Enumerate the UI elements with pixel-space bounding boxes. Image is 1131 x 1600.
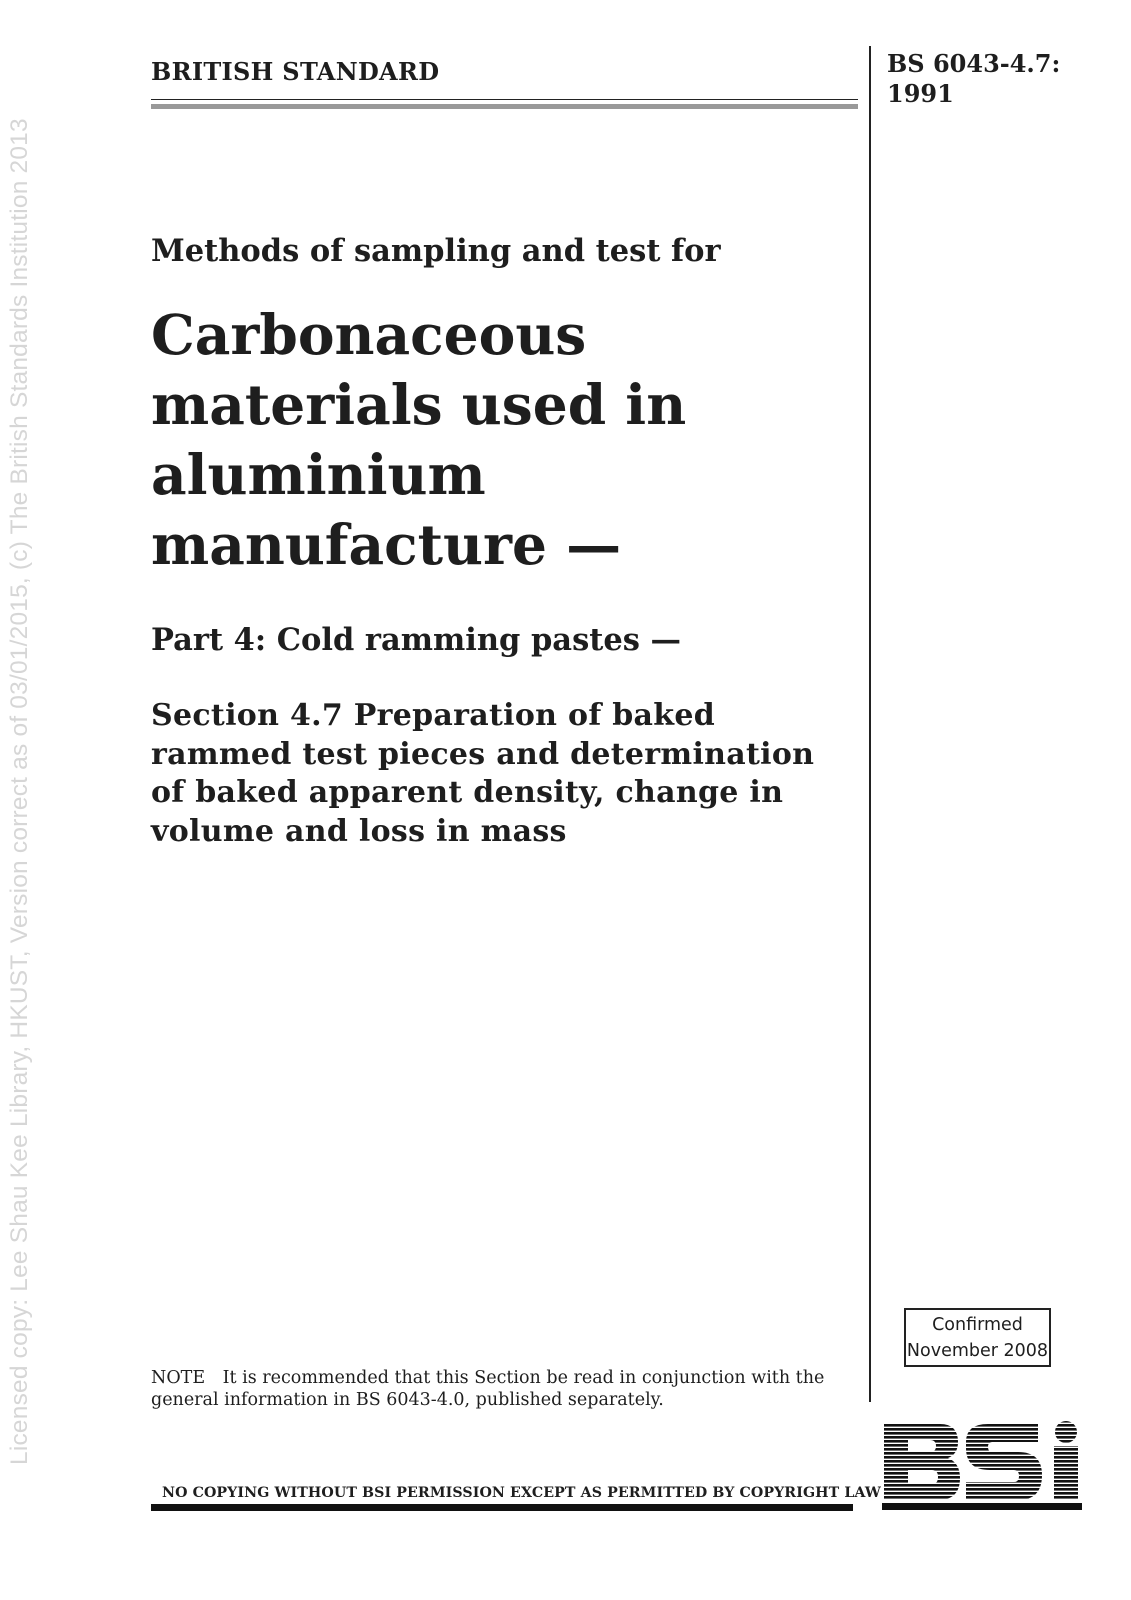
license-watermark: Licensed copy: Lee Shau Kee Library, HKUST, Version correct as of 03/01/2015, (c) The British Standards Institution 2013 [6, 118, 33, 1465]
standard-number-line: BS 6043-4.7: [887, 49, 1061, 78]
header-rule-thin [151, 99, 858, 100]
main-title-line: materials used in [151, 372, 687, 437]
note-paragraph [151, 1367, 824, 1411]
main-title-line: Carbonaceous [151, 302, 587, 367]
section-title-line: Section 4.7 Preparation of baked [151, 698, 716, 733]
main-title [151, 300, 686, 580]
publication-type-label: BRITISH STANDARD [151, 57, 440, 86]
title-intro: Methods of sampling and test for [151, 233, 721, 269]
footer-rule [151, 1504, 853, 1511]
margin-vertical-rule [869, 46, 871, 1402]
copyright-notice: NO COPYING WITHOUT BSI PERMISSION EXCEPT AS PERMITTED BY COPYRIGHT LAW [162, 1485, 881, 1501]
confirmed-label: Confirmed [932, 1315, 1023, 1335]
confirmed-stamp [904, 1308, 1051, 1367]
section-title-line: rammed test pieces and determination [151, 736, 815, 772]
bsi-logo [882, 1420, 1082, 1505]
logo-underline [882, 1503, 1082, 1510]
header-rule-thick [151, 104, 858, 109]
note-line: NOTE It is recommended that this Section be read in conjunction with the [151, 1368, 825, 1388]
standard-number [887, 49, 1060, 109]
part-title: Part 4: Cold ramming pastes — [151, 622, 682, 658]
section-title-line: volume and loss in mass [151, 813, 567, 849]
standard-year-line: 1991 [887, 79, 954, 108]
note-line: general information in BS 6043-4.0, published separately. [151, 1390, 664, 1410]
section-title-line: of baked apparent density, change in [151, 775, 784, 810]
confirmed-date: November 2008 [906, 1341, 1049, 1361]
main-title-line: aluminium [151, 442, 486, 507]
main-title-line: manufacture — [151, 512, 622, 577]
section-title [151, 697, 814, 851]
